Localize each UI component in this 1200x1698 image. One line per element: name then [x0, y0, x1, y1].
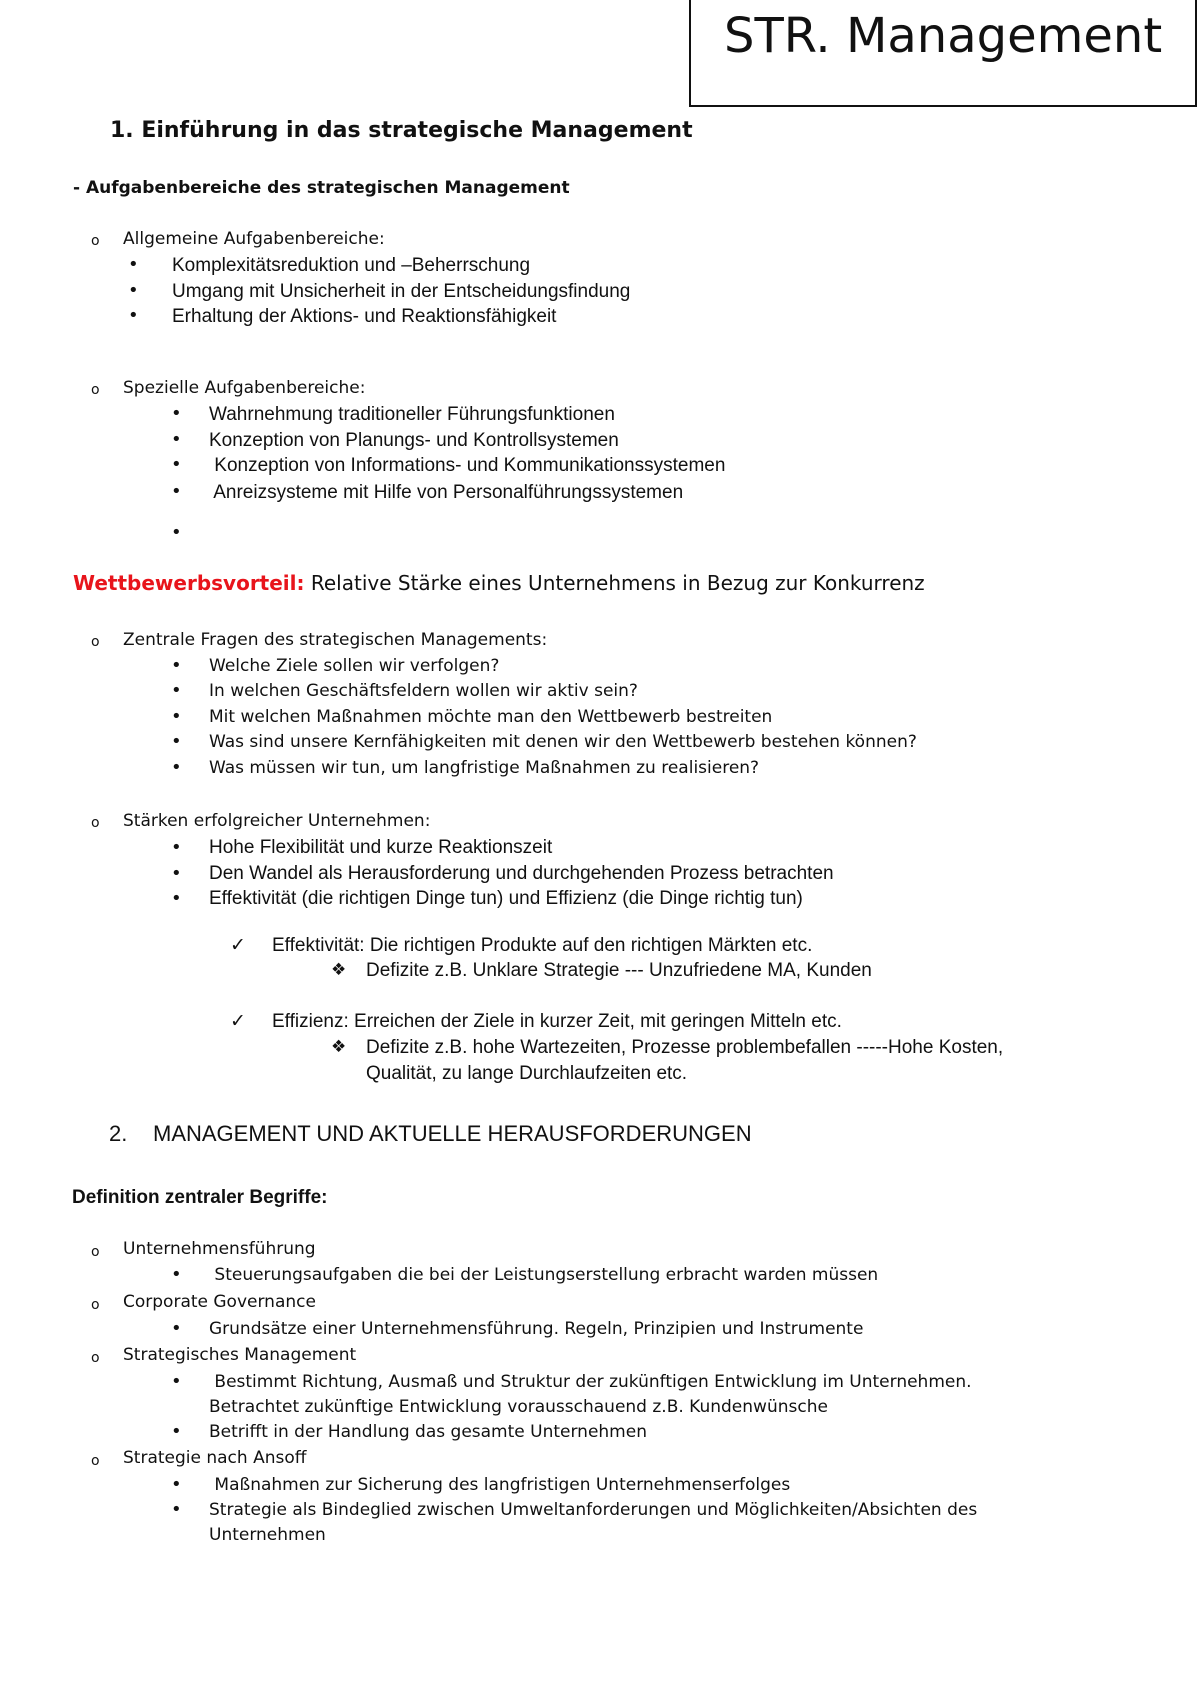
bullet: • — [171, 481, 182, 502]
list-item: Steuerungsaufgaben die bei der Leistungserstellung erbracht warden müssen — [209, 1265, 879, 1285]
list-item: Grundsätze einer Unternehmensführung. Regeln, Prinzipien und Instrumente — [209, 1319, 864, 1339]
list-item: Welche Ziele sollen wir verfolgen? — [209, 656, 500, 676]
section-1-heading: 1. Einführung in das strategische Management — [110, 118, 693, 143]
circle-bullet: o — [91, 1453, 100, 1469]
diamond-icon: ❖ — [331, 960, 347, 980]
effizienz-defizite: Defizite z.B. hohe Wartezeiten, Prozesse problembefallen -----Hohe Kosten, — [366, 1037, 1004, 1058]
list-item: Anreizsysteme mit Hilfe von Personalführungssystemen — [209, 482, 684, 503]
title-box — [689, 0, 1197, 107]
bullet: • — [171, 403, 182, 424]
circle-bullet: o — [91, 233, 100, 249]
effizienz-line: Effizienz: Erreichen der Ziele in kurzer Zeit, mit geringen Mitteln etc. — [272, 1011, 842, 1032]
list-item: Umgang mit Unsicherheit in der Entscheidungsfindung — [172, 281, 631, 302]
circle-bullet: o — [91, 1350, 100, 1366]
bullet: • — [171, 1318, 182, 1339]
bullet: • — [171, 454, 182, 475]
bullet: • — [171, 757, 182, 778]
bullet: • — [171, 863, 182, 884]
term-label: Corporate Governance — [123, 1292, 316, 1312]
effektivitaet-line: Effektivität: Die richtigen Produkte auf den richtigen Märkten etc. — [272, 935, 813, 956]
list-item: Strategie als Bindeglied zwischen Umweltanforderungen und Möglichkeiten/Absichten des — [209, 1500, 978, 1520]
bullet: • — [171, 731, 182, 752]
list-item: Konzeption von Planungs- und Kontrollsystemen — [209, 430, 619, 451]
circle-bullet: o — [91, 1297, 100, 1313]
effizienz-defizite-cont: Qualität, zu lange Durchlaufzeiten etc. — [366, 1063, 688, 1084]
bullet: • — [171, 837, 182, 858]
bullet: • — [171, 888, 182, 909]
document-title: STR. Management — [724, 8, 1163, 64]
check-icon: ✓ — [230, 934, 246, 956]
list-item-cont: Betrachtet zukünftige Entwicklung vorausschauend z.B. Kundenwünsche — [209, 1397, 828, 1417]
section-1-subheading: - Aufgabenbereiche des strategischen Management — [73, 178, 570, 198]
diamond-icon: ❖ — [331, 1037, 347, 1057]
bullet: • — [128, 305, 139, 326]
term-label: Unternehmensführung — [123, 1239, 316, 1259]
bullet: • — [171, 680, 182, 701]
list-item: In welchen Geschäftsfeldern wollen wir aktiv sein? — [209, 681, 638, 701]
circle-bullet: o — [91, 1244, 100, 1260]
bullet: • — [171, 1499, 182, 1520]
section-2-number: 2. — [109, 1121, 128, 1146]
bullet: • — [171, 1421, 182, 1442]
circle-bullet: o — [91, 382, 100, 398]
list-item: Den Wandel als Herausforderung und durchgehenden Prozess betrachten — [209, 863, 834, 884]
bullet: • — [171, 429, 182, 450]
wettbewerbsvorteil-line — [73, 570, 925, 596]
bullet: • — [171, 522, 182, 543]
wettbewerbsvorteil-term: Wettbewerbsvorteil: — [73, 571, 305, 595]
section-2-heading: MANAGEMENT UND AKTUELLE HERAUSFORDERUNGEN — [153, 1121, 752, 1146]
term-label: Strategie nach Ansoff — [123, 1448, 307, 1468]
bullet: • — [171, 655, 182, 676]
bullet: • — [171, 1264, 182, 1285]
bullet: • — [128, 254, 139, 275]
circle-bullet: o — [91, 634, 100, 650]
term-label: Strategisches Management — [123, 1345, 357, 1365]
definition-heading: Definition zentraler Begriffe: — [72, 1187, 328, 1208]
list-item: Betrifft in der Handlung das gesamte Unternehmen — [209, 1422, 647, 1442]
effektivitaet-defizite: Defizite z.B. Unklare Strategie --- Unzufriedene MA, Kunden — [366, 960, 872, 981]
list-item: Wahrnehmung traditioneller Führungsfunktionen — [209, 404, 615, 425]
list-item: Komplexitätsreduktion und –Beherrschung — [172, 255, 531, 276]
bullet: • — [128, 280, 139, 301]
allgemeine-label: Allgemeine Aufgabenbereiche: — [123, 229, 385, 249]
list-item: Was müssen wir tun, um langfristige Maßnahmen zu realisieren? — [209, 758, 760, 778]
list-item: Erhaltung der Aktions- und Reaktionsfähigkeit — [172, 306, 557, 327]
list-item: Maßnahmen zur Sicherung des langfristigen Unternehmenserfolges — [209, 1475, 791, 1495]
spezielle-label: Spezielle Aufgabenbereiche: — [123, 378, 366, 398]
list-item-cont: Unternehmen — [209, 1525, 326, 1545]
list-item: Konzeption von Informations- und Kommunikationssystemen — [209, 455, 726, 476]
staerken-label: Stärken erfolgreicher Unternehmen: — [123, 811, 431, 831]
circle-bullet: o — [91, 815, 100, 831]
list-item: Hohe Flexibilität und kurze Reaktionszeit — [209, 837, 553, 858]
bullet: • — [171, 1371, 182, 1392]
list-item: Bestimmt Richtung, Ausmaß und Struktur der zukünftigen Entwicklung im Unternehmen. — [209, 1372, 972, 1392]
bullet: • — [171, 706, 182, 727]
wettbewerbsvorteil-definition: Relative Stärke eines Unternehmens in Bezug zur Konkurrenz — [310, 571, 925, 595]
list-item: Effektivität (die richtigen Dinge tun) und Effizienz (die Dinge richtig tun) — [209, 888, 803, 909]
list-item: Was sind unsere Kernfähigkeiten mit denen wir den Wettbewerb bestehen können? — [209, 732, 917, 752]
fragen-label: Zentrale Fragen des strategischen Managements: — [123, 630, 548, 650]
bullet: • — [171, 1474, 182, 1495]
list-item: Mit welchen Maßnahmen möchte man den Wettbewerb bestreiten — [209, 707, 773, 727]
check-icon: ✓ — [230, 1010, 246, 1032]
